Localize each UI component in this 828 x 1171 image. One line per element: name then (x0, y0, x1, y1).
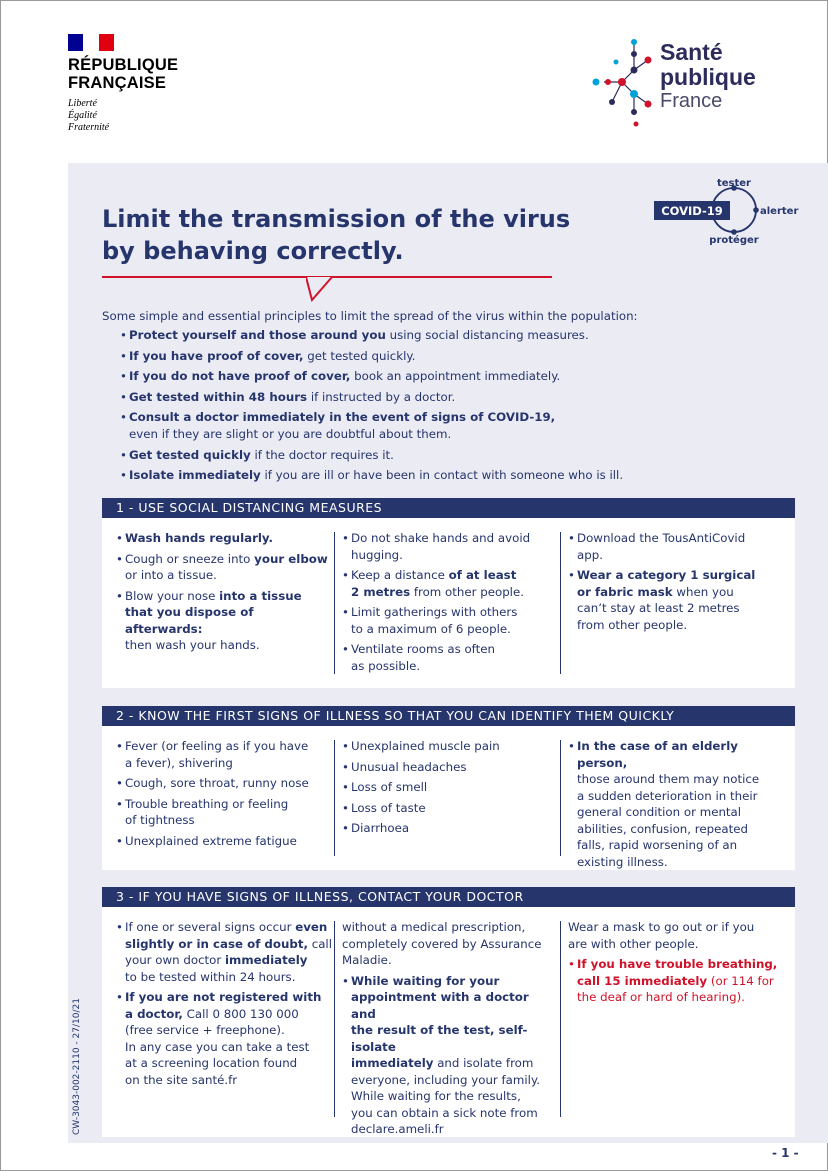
list-item: • Fever (or feeling as if you have a fever), shivering (116, 738, 331, 771)
list-item: • If you are not registered with a doctor, Call 0 800 130 000 (free service + freephone). In any case you can take a test at a screening location found on the site santé.fr (116, 989, 336, 1088)
list-item: • While waiting for your appointment with a doctor and the result of the test, self-isolate immediately and isolate from everyone, including your family. While waiting for the results, you can obtain a sick note from declare.ameli.fr (342, 973, 554, 1138)
section-1-col-2 (342, 530, 554, 678)
list-item: • Protect yourself and those around you using social distancing measures. (120, 327, 623, 344)
paragraph: without a medical prescription, completely covered by Assurance Maladie. (342, 920, 542, 967)
column-divider (560, 921, 561, 1117)
list-item: • Get tested within 48 hours if instructed by a doctor. (120, 389, 623, 406)
list-item: • Unusual headaches (342, 759, 554, 776)
list-item: • Ventilate rooms as often as possible. (342, 641, 554, 674)
paragraph: Wear a mask to go out or if you are with other people. (568, 920, 755, 951)
section-1-box (102, 518, 795, 688)
list-item: • Blow your nose into a tissue that you dispose of afterwards: then wash your hands. (116, 588, 331, 654)
list-item: • Do not shake hands and avoid hugging. (342, 530, 554, 563)
speech-tail-icon (306, 276, 336, 302)
list-item: • Download the TousAntiCovid app. (568, 530, 790, 563)
list-item: • If you do not have proof of cover, book an appointment immediately. (120, 368, 623, 385)
page-number: - 1 - (772, 1146, 799, 1160)
list-item: • Cough, sore throat, runny nose (116, 775, 331, 792)
list-item: • Unexplained extreme fatigue (116, 833, 331, 850)
list-item: • Isolate immediately if you are ill or have been in contact with someone who is ill. (120, 467, 623, 484)
covid-badge (640, 174, 810, 250)
section-3-box (102, 907, 795, 1137)
section-1-col-3 (568, 530, 790, 637)
section-2-header: 2 - KNOW THE FIRST SIGNS OF ILLNESS SO THAT YOU CAN IDENTIFY THEM QUICKLY (102, 706, 795, 726)
column-divider (560, 532, 561, 674)
intro-text: Some simple and essential principles to limit the spread of the virus within the population: (102, 309, 638, 323)
alerter-label: alerter (760, 206, 799, 217)
list-item: • Unexplained muscle pain (342, 738, 554, 755)
column-divider (560, 740, 561, 856)
list-item: • Wear a category 1 surgical or fabric mask when you can’t stay at least 2 metres from other people. (568, 567, 790, 633)
list-item: • Loss of taste (342, 800, 554, 817)
section-3-col-1 (116, 919, 336, 1092)
section-2-col-2 (342, 738, 554, 841)
section-3-col-2 (342, 919, 554, 1142)
list-item: • Limit gatherings with others to a maximum of 6 people. (342, 604, 554, 637)
list-item: • Keep a distance of at least 2 metres from other people. (342, 567, 554, 600)
list-item: • Wash hands regularly. (116, 530, 331, 547)
list-item: • Consult a doctor immediately in the event of signs of COVID-19, even if they are slight or you are doubtful about them. (120, 409, 623, 443)
marianne-flag-logo (68, 34, 114, 51)
list-item: • If one or several signs occur even slightly or in case of doubt, call your own doctor immediately to be tested within 24 hours. (116, 919, 336, 985)
list-item: • Trouble breathing or feeling of tightness (116, 796, 331, 829)
column-divider (334, 921, 335, 1117)
document-code: CW-3043-002-2110 - 27/10/21 (72, 998, 82, 1135)
page-title: Limit the transmission of the virus by behaving correctly. (102, 205, 571, 265)
section-3-col-3 (568, 919, 790, 1010)
section-2-box (102, 726, 795, 870)
column-divider (334, 532, 335, 674)
section-2-col-1 (116, 738, 331, 853)
republic-name: RÉPUBLIQUE FRANÇAISE (68, 56, 179, 92)
list-item: • If you have proof of cover, get tested quickly. (120, 348, 623, 365)
section-1-col-1 (116, 530, 331, 658)
column-divider (334, 740, 335, 856)
list-item: • In the case of an elderly person, those around them may notice a sudden deterioration in their general condition or mental abilities, confusion, repeated falls, rapid worsening of an existing illness. (568, 738, 790, 870)
list-item: • Diarrhoea (342, 820, 554, 837)
covid-label: COVID-19 (661, 204, 723, 218)
list-item: • Get tested quickly if the doctor requires it. (120, 447, 623, 464)
spf-wordmark: Santé publique France (660, 39, 756, 112)
list-item: • Cough or sneeze into your elbow or into a tissue. (116, 551, 331, 584)
principles-list (120, 327, 623, 488)
proteger-label: protéger (709, 235, 759, 246)
section-2-col-3 (568, 738, 790, 874)
list-item: • Loss of smell (342, 779, 554, 796)
section-3-header: 3 - IF YOU HAVE SIGNS OF ILLNESS, CONTACT YOUR DOCTOR (102, 887, 795, 907)
republic-motto: Liberté Égalité Fraternité (68, 98, 110, 133)
section-1-header: 1 - USE SOCIAL DISTANCING MEASURES (102, 498, 795, 518)
tester-label: tester (716, 178, 752, 189)
list-item: • If you have trouble breathing, call 15 immediately (or 114 for the deaf or hard of hearing). (568, 956, 790, 1006)
